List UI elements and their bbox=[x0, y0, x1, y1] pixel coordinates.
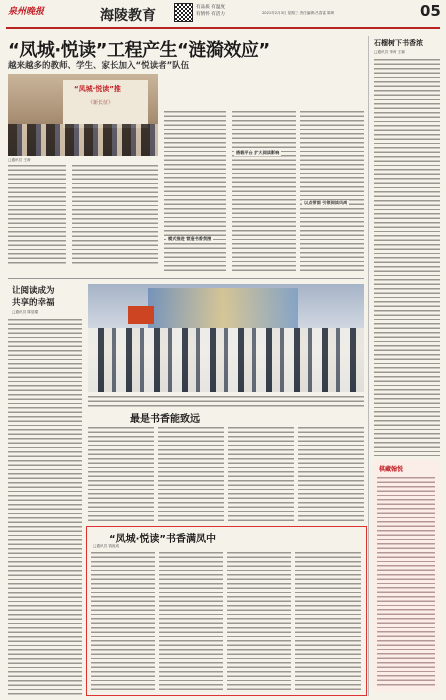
story4-col-4 bbox=[295, 551, 361, 691]
photo-sign-text: “凤城·悦读”推 bbox=[74, 85, 121, 93]
story3-headline: 最是书香能致远 bbox=[130, 414, 200, 425]
story2-headline-1: 让阅读成为 bbox=[12, 286, 55, 296]
lead-body-col-2 bbox=[72, 164, 158, 264]
sidebar-right bbox=[368, 36, 441, 696]
performers bbox=[88, 328, 364, 392]
story3-col-3 bbox=[228, 426, 294, 524]
performance-photo bbox=[88, 284, 364, 392]
paper-logo: 泉州晚报 bbox=[8, 7, 45, 17]
lead-body-col-5 bbox=[300, 110, 364, 274]
story4-headline: “凤城·悦读”书香满凤中 bbox=[109, 534, 216, 545]
photo-book-text: 《新长征》 bbox=[88, 100, 114, 106]
sidebar-title: 石榴树下书香浓 bbox=[374, 39, 423, 47]
red-flag bbox=[128, 306, 154, 324]
section-title: 海陵教育 bbox=[100, 8, 156, 24]
lead-headline: “凤城·悦读”工程产生“涟漪效应” bbox=[8, 40, 270, 61]
masthead bbox=[0, 0, 446, 30]
story4-col-3 bbox=[227, 551, 291, 691]
story3-col-2 bbox=[158, 426, 224, 524]
ad-body-text bbox=[377, 476, 435, 688]
performance-photo-caption bbox=[88, 395, 364, 408]
story4-box bbox=[86, 526, 367, 696]
story2-body bbox=[8, 318, 82, 696]
lead-body-col-3 bbox=[164, 110, 226, 274]
story3-col-4 bbox=[298, 426, 364, 524]
section-rule-1 bbox=[8, 278, 364, 279]
story3-col-1 bbox=[88, 426, 154, 524]
story4-col-2 bbox=[159, 551, 223, 691]
photo-people bbox=[8, 124, 158, 156]
mid-subhead-2: 搭载平台 扩大阅读影响 bbox=[236, 150, 280, 155]
lead-subhead: 越来越多的教师、学生、家长加入“悦读者”队伍 bbox=[8, 61, 190, 71]
date-line: 2021年2月3日 星期三 责任编辑:吕春雷 陈琦 bbox=[262, 11, 335, 15]
lead-body-col-1 bbox=[8, 164, 66, 264]
ad-title: 棋藏翰悦 bbox=[379, 466, 404, 473]
masthead-rule bbox=[6, 27, 440, 29]
story2-byline: □通讯员 陈显耀 bbox=[12, 310, 39, 314]
sidebar-byline: □通讯员 李育 王颖 bbox=[374, 50, 405, 54]
sidebar-ad-box bbox=[373, 460, 439, 692]
lead-photo bbox=[8, 74, 158, 156]
slogan-2: 有情怀 有活力 bbox=[196, 12, 226, 17]
story4-col-1 bbox=[91, 551, 155, 691]
qr-code-icon bbox=[174, 3, 193, 22]
slogan-1: 有品质 有温度 bbox=[196, 5, 226, 10]
sidebar-body-text bbox=[374, 58, 440, 456]
stage-screen bbox=[148, 288, 298, 328]
story4-byline: □通讯员 钱庭成 bbox=[93, 544, 120, 548]
mid-subhead-1: 模式推进 营造书香氛围 bbox=[168, 236, 212, 241]
story2-headline-2: 共享的幸福 bbox=[12, 298, 55, 308]
page-number: 05 bbox=[420, 2, 441, 20]
lead-body-col-4 bbox=[232, 110, 296, 274]
mid-subhead-3: 以点带面 引领阅读风尚 bbox=[304, 200, 348, 205]
lead-photo-caption: □通讯员 王涛 bbox=[8, 158, 31, 162]
